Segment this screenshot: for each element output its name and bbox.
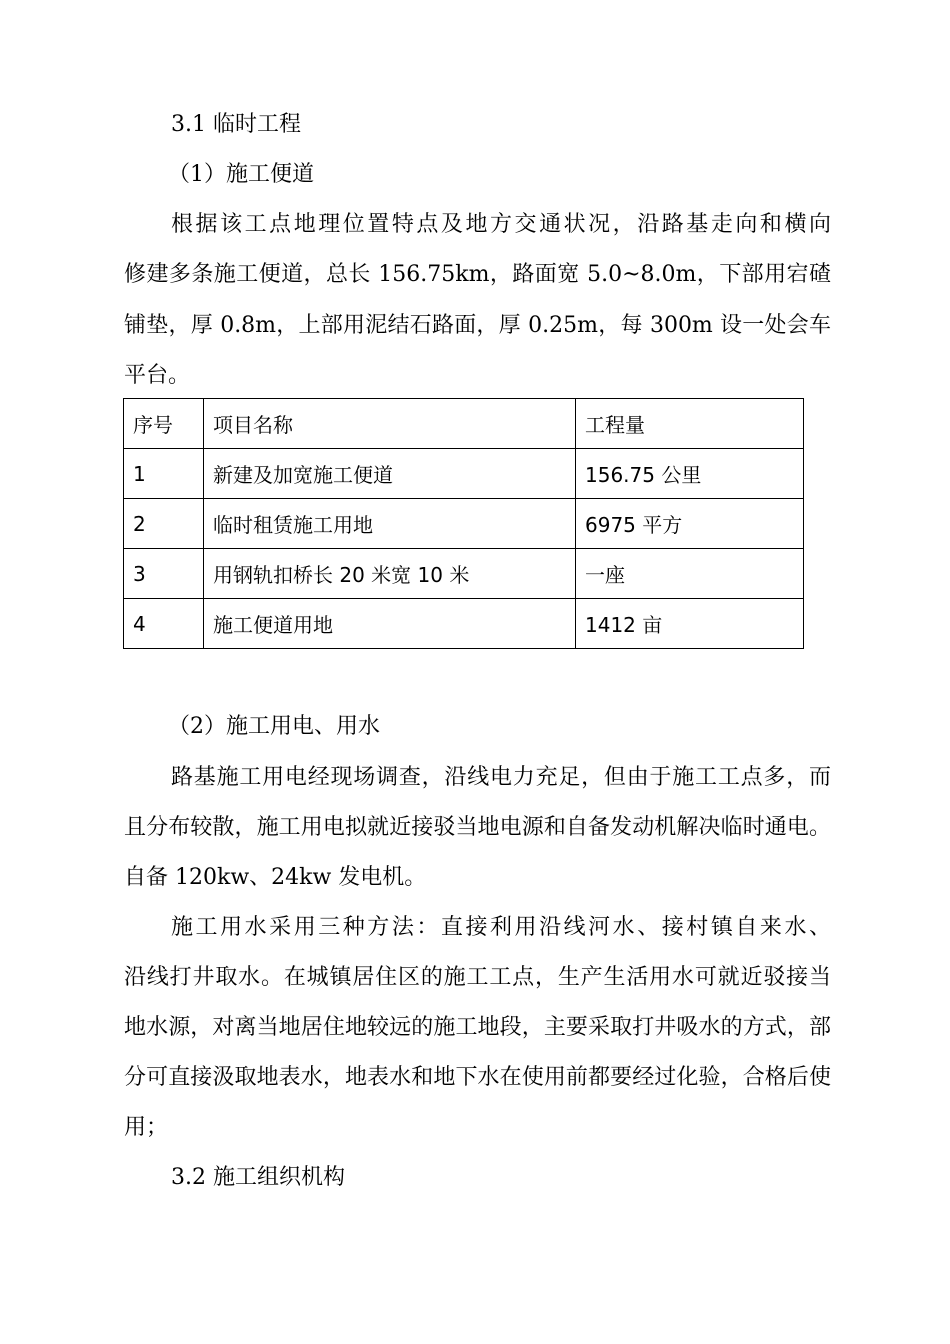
table-row <box>124 449 804 499</box>
table-cell: 1 <box>124 449 204 499</box>
table-cell: 156.75 公里 <box>576 449 804 499</box>
table-header-row <box>124 399 804 449</box>
paragraph-3-line-5: 用； <box>124 1115 169 1140</box>
paragraph-2-line-3: 自备 120kw、24kw 发电机。 <box>124 865 427 890</box>
paragraph-1-line-2: 修建多条施工便道，总长 156.75km，路面宽 5.0~8.0m，下部用宕碴 <box>124 262 831 287</box>
header-cell-quantity: 工程量 <box>576 399 804 449</box>
paragraph-2-line-2: 且分布较散，施工用电拟就近接驳当地电源和自备发动机解决临时通电。 <box>124 815 831 840</box>
paragraph-2-line-1: 路基施工用电经现场调查，沿线电力充足，但由于施工工点多，而 <box>171 765 831 790</box>
paragraph-1-line-4: 平台。 <box>124 363 191 388</box>
header-cell-item-name: 项目名称 <box>204 399 576 449</box>
section-heading-3-1: 3.1 临时工程 <box>171 112 301 137</box>
table-cell: 一座 <box>576 549 804 599</box>
subsection-heading-2: （2）施工用电、用水 <box>168 714 380 739</box>
table-row <box>124 549 804 599</box>
table-cell: 6975 平方 <box>576 499 804 549</box>
table-cell: 3 <box>124 549 204 599</box>
paragraph-1-line-3: 铺垫，厚 0.8m，上部用泥结石路面，厚 0.25m，每 300m 设一处会车 <box>124 313 831 338</box>
header-cell-index: 序号 <box>124 399 204 449</box>
paragraph-1-line-1: 根据该工点地理位置特点及地方交通状况，沿路基走向和横向 <box>171 212 831 237</box>
subsection-heading-1: （1）施工便道 <box>168 162 314 187</box>
table-row <box>124 599 804 649</box>
paragraph-3-line-1: 施工用水采用三种方法：直接利用沿线河水、接村镇自来水、 <box>171 915 831 940</box>
table-cell: 2 <box>124 499 204 549</box>
table-cell: 4 <box>124 599 204 649</box>
section-heading-3-2: 3.2 施工组织机构 <box>171 1165 345 1190</box>
table-cell: 用钢轨扣桥长 20 米宽 10 米 <box>204 549 576 599</box>
paragraph-3-line-4: 分可直接汲取地表水，地表水和地下水在使用前都要经过化验，合格后使 <box>124 1065 831 1090</box>
table-cell: 1412 亩 <box>576 599 804 649</box>
paragraph-3-line-3: 地水源，对离当地居住地较远的施工地段，主要采取打井吸水的方式，部 <box>124 1015 831 1040</box>
table-row <box>124 499 804 549</box>
temporary-works-table <box>123 398 804 649</box>
table-cell: 新建及加宽施工便道 <box>204 449 576 499</box>
table-cell: 临时租赁施工用地 <box>204 499 576 549</box>
paragraph-3-line-2: 沿线打井取水。在城镇居住区的施工工点，生产生活用水可就近驳接当 <box>124 965 831 990</box>
table-cell: 施工便道用地 <box>204 599 576 649</box>
